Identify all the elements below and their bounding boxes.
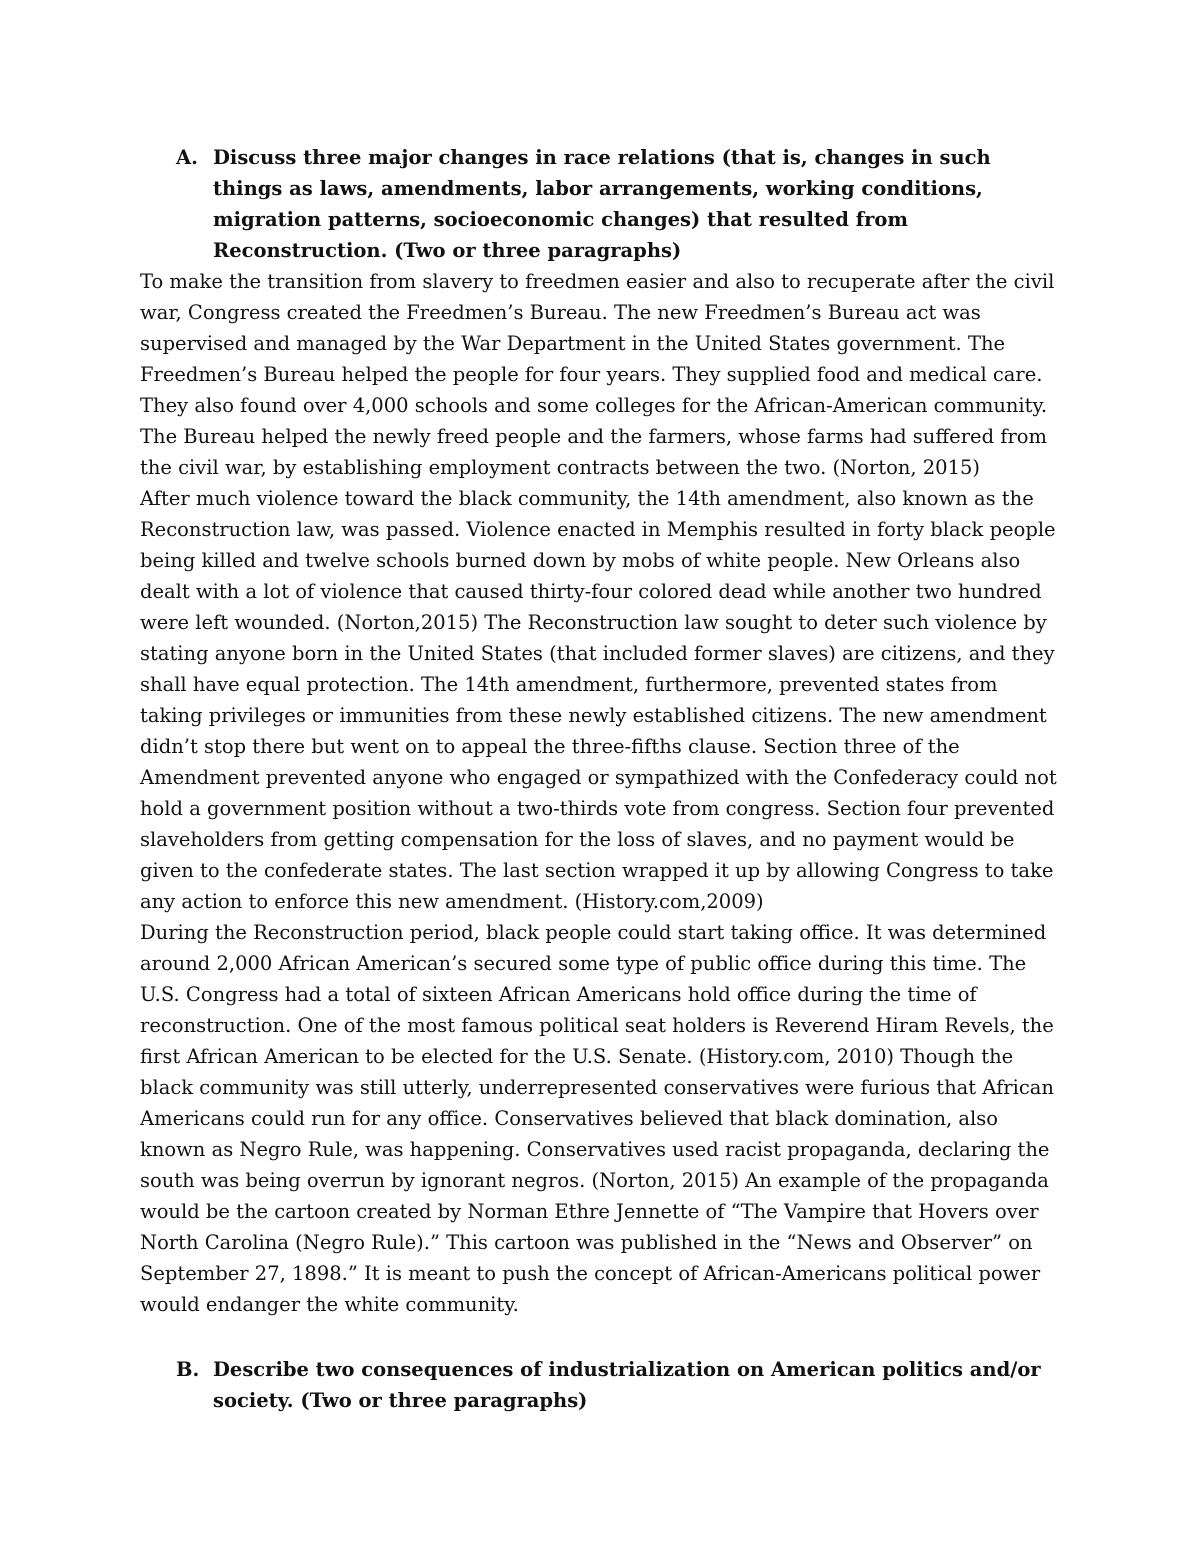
question-b xyxy=(176,1354,1056,1416)
answer-a xyxy=(140,266,1065,1320)
question-b-marker: B. xyxy=(176,1358,200,1381)
answer-a-paragraph-1: To make the transition from slavery to freedmen easier and also to recuperate after the civil war, Congress created the Freedmen’s Bureau. The new Freedmen’s Bureau act was supervised and managed by the War Department in the United States government. The Freedmen’s Bureau helped the people for four years. They supplied food and medical care. They also found over 4,000 schools and some colleges for the African-American community. The Bureau helped the newly freed people and the farmers, whose farms had suffered from the civil war, by establishing employment contracts between the two. (Norton, 2015) xyxy=(140,270,1055,479)
question-b-text: Describe two consequences of industrialization on American politics and/or society. (Two or three paragraphs) xyxy=(213,1358,1041,1412)
answer-a-paragraph-2: After much violence toward the black community, the 14th amendment, also known as the Reconstruction law, was passed. Violence enacted in Memphis resulted in forty black people being killed and twelve schools burned down by mobs of white people. New Orleans also dealt with a lot of violence that caused thirty-four colored dead while another two hundred were left wounded. (Norton,2015) The Reconstruction law sought to deter such violence by stating anyone born in the United States (that included former slaves) are citizens, and they shall have equal protection. The 14th amendment, furthermore, prevented states from taking privileges or immunities from these newly established citizens. The new amendment didn’t stop there but went on to appeal the three-fifths clause. Section three of the Amendment prevented anyone who engaged or sympathized with the Confederacy could not hold a government position without a two-thirds vote from congress. Section four prevented slaveholders from getting compensation for the loss of slaves, and no payment would be given to the confederate states. The last section wrapped it up by allowing Congress to take any action to enforce this new amendment. (History.com,2009) xyxy=(140,487,1057,913)
question-a-marker: A. xyxy=(176,146,198,169)
question-a-text: Discuss three major changes in race relations (that is, changes in such things as laws, amendments, labor arrangements, working conditions, migration patterns, socioeconomic changes) that resulted from Reconstruction. (Two or three paragraphs) xyxy=(213,146,991,262)
question-a xyxy=(176,142,1056,266)
answer-a-paragraph-3: During the Reconstruction period, black people could start taking office. It was determined around 2,000 African American’s secured some type of public office during this time. The U.S. Congress had a total of sixteen African Americans hold office during the time of reconstruction. One of the most famous political seat holders is Reverend Hiram Revels, the first African American to be elected for the U.S. Senate. (History.com, 2010) Though the black community was still utterly, underrepresented conservatives were furious that African Americans could run for any office. Conservatives believed that black domination, also known as Negro Rule, was happening. Conservatives used racist propaganda, declaring the south was being overrun by ignorant negros. (Norton, 2015) An example of the propaganda would be the cartoon created by Norman Ethre Jennette of “The Vampire that Hovers over North Carolina (Negro Rule).” This cartoon was published in the “News and Observer” on September 27, 1898.” It is meant to push the concept of African-Americans political power would endanger the white community. xyxy=(140,921,1054,1316)
